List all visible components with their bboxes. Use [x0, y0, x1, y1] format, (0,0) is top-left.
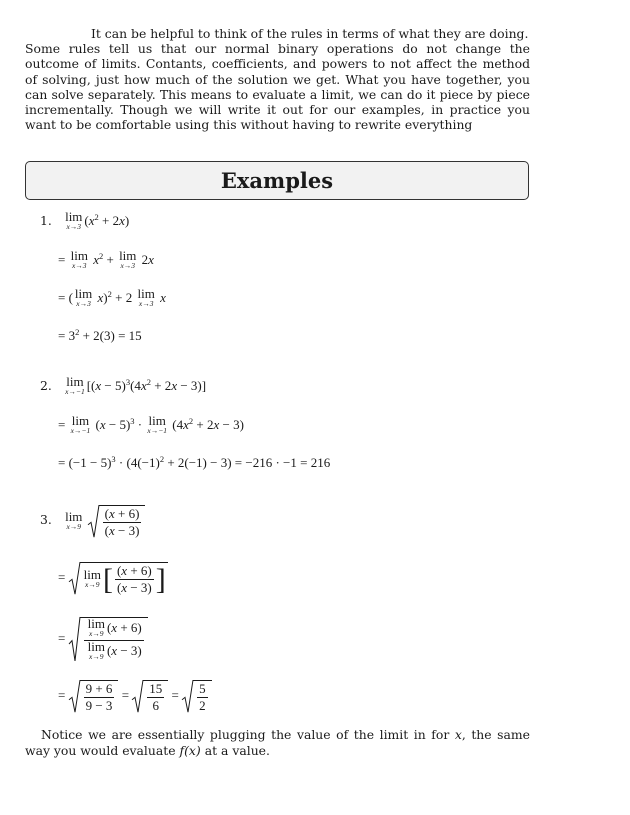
examples-heading-box [25, 161, 529, 200]
intro-line-1: It can be helpful to think of the rules in terms of what they are doing. [91, 26, 529, 41]
example-2-problem: 2. lim x→−1 $[(x - 5)^3(4x^2 + 2x - 3)]$ [40, 374, 207, 396]
example-2-number: 2. [40, 377, 52, 393]
closing-text-2: , the same way you would evaluate [25, 727, 530, 758]
closing-x: x [454, 727, 462, 742]
example-3-problem: 3. lim x→9 $\frac{(x + 6)}{(x - 3)}$ [40, 505, 145, 538]
example-1-problem: 1. lim x→3 $(x^2 + 2x)$ [40, 209, 130, 231]
intro-paragraph [25, 26, 530, 132]
example-3-number: 3. [40, 512, 52, 528]
example-2-step-1: = lim x→−1 $(x - 5)^3$ · lim x→−1 $(4x^2 + 2x - 3)$ [58, 413, 244, 435]
intro-rest: Some rules tell us that our normal binary operations do not change the outcome of limits. Contants, coefficients, and powers to not affect the method of solving, just how much of the solution we get. What you have together, you can solve separately. This means to evaluate a limit, we can do it piece by piece incrementally. Though we will write it out for our examples, in practice you want to be comfortable using this without having to rewrite everything [25, 41, 530, 133]
closing-fx: f(x) [179, 743, 201, 758]
example-2-step-2: = $(-1 - 5)^3 \cdot (4(-1)^2 + 2(-1) - 3) = -216 \cdot -1 = 216$ [58, 454, 331, 470]
closing-text-3: at a value. [204, 743, 270, 758]
example-1-step-1: = lim x→3 $x^2$ + lim x→3 2x [58, 248, 154, 270]
example-3-step-1: = lim x→9 [ $\frac{(x + 6)}{(x - 3)}$ ] [58, 562, 166, 596]
closing-text-1: Notice we are essentially plugging the value of the limit in for [41, 727, 450, 742]
example-1-step-2: = ( lim x→3 x)$^2$ + 2 lim x→3 x [58, 286, 166, 308]
example-1-step-3: = $3^2 + 2(3) = 15$ [58, 327, 142, 343]
example-3-step-2: = lim x→9 (x + 6) lim x→9 (x − 3) [58, 617, 148, 662]
closing-paragraph [25, 727, 530, 759]
examples-heading: Examples [220, 168, 334, 193]
example-3-step-3: = $\frac{9 + 6}{9 - 3}$ = $\frac{15}{6}$ = $\frac{5}{2}$ [58, 680, 212, 713]
example-1-number: 1. [40, 212, 52, 228]
